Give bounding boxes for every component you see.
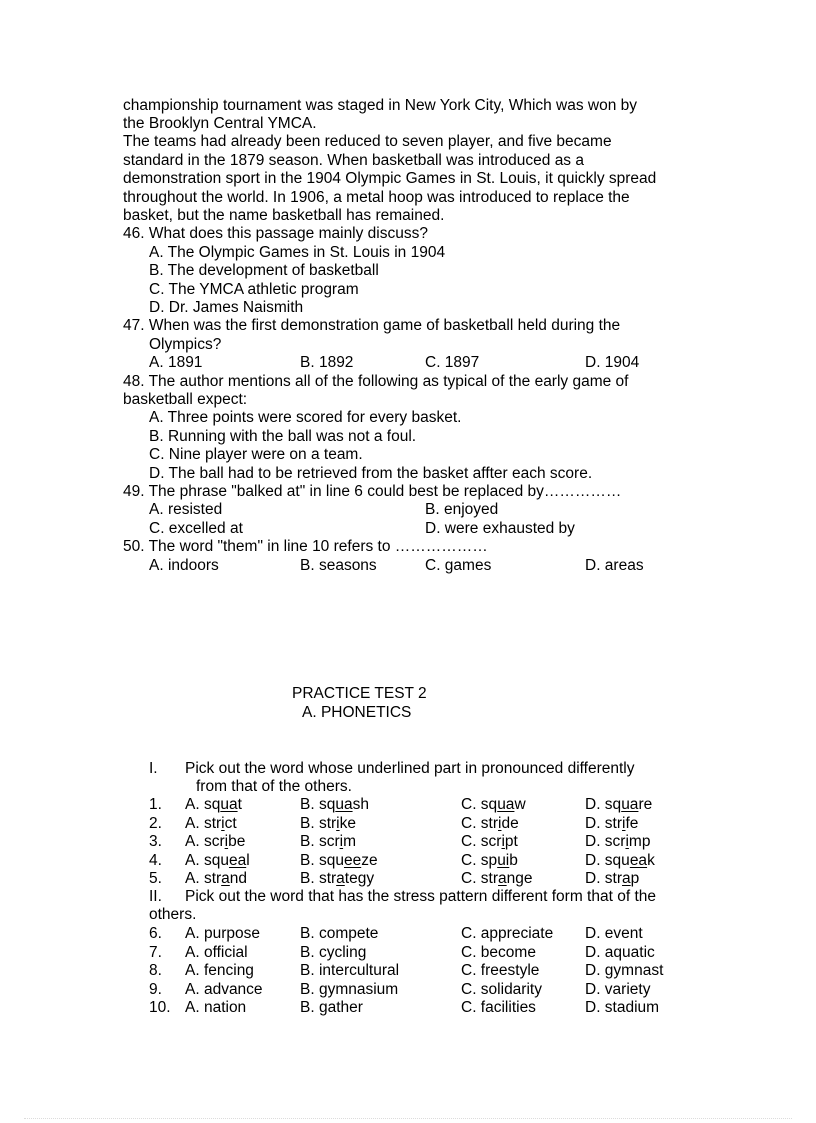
option-a: A. scribe <box>185 833 246 850</box>
passage-line: basket, but the name basketball has remained. <box>123 207 445 224</box>
option-c: C. strange <box>461 870 533 887</box>
underlined-letters: ui <box>497 851 510 869</box>
option-b: B. strike <box>300 814 356 832</box>
item-number: 4. <box>149 851 162 869</box>
option-b: B. Running with the ball was not a foul. <box>149 428 417 445</box>
option-b: B. gather <box>300 999 363 1016</box>
option-a: A. squat <box>185 796 242 813</box>
option-d: D. variety <box>585 980 651 998</box>
underlined-letters: ea <box>228 851 247 869</box>
option-d: D. event <box>585 925 643 942</box>
underlined-letters: ua <box>621 796 639 813</box>
option-b: B. strategy <box>300 870 375 887</box>
option-d: D. The ball had to be retrieved from the basket affter each score. <box>149 465 593 482</box>
option-d: D. areas <box>585 557 644 574</box>
question-stem: 50. The word "them" in line 10 refers to ……………… <box>123 538 488 555</box>
option-d: D. scrimp <box>585 833 651 850</box>
underlined-letters: i <box>224 833 229 850</box>
option-b: B. 1892 <box>300 354 354 371</box>
option-c: C. spuib <box>461 851 518 869</box>
option-b: B. squeeze <box>300 851 378 869</box>
underlined-letters: a <box>221 870 230 887</box>
item-number: 6. <box>149 925 162 942</box>
item-number: 1. <box>149 796 162 813</box>
option-d: D. Dr. James Naismith <box>149 299 304 316</box>
passage-line: throughout the world. In 1906, a metal hoop was introduced to replace the <box>123 189 630 206</box>
option-c: C. The YMCA athletic program <box>149 281 359 298</box>
option-c: C. freestyle <box>461 962 540 979</box>
question-stem: 47. When was the first demonstration game of basketball held during the <box>123 317 621 334</box>
underlined-letters: ua <box>335 796 353 813</box>
option-a: A. purpose <box>185 925 260 942</box>
option-a: A. strict <box>185 814 237 832</box>
passage-line: The teams had already been reduced to seven player, and five became <box>123 133 612 150</box>
item-number: 2. <box>149 814 162 832</box>
underlined-letters: ua <box>497 796 515 813</box>
option-d: D. gymnast <box>585 962 664 979</box>
item-number: 8. <box>149 962 162 979</box>
underlined-letters: i <box>221 814 225 832</box>
page-bottom-rule <box>24 1118 792 1119</box>
option-c: C. become <box>461 943 536 961</box>
option-c: C. facilities <box>461 999 536 1016</box>
option-a: A. squeal <box>185 851 250 869</box>
option-c: C. excelled at <box>149 520 243 537</box>
question-stem: 48. The author mentions all of the following as typical of the early game of <box>123 373 629 390</box>
option-a: A. 1891 <box>149 354 203 371</box>
underlined-letters: a <box>622 870 631 887</box>
option-a: A. strand <box>185 870 248 887</box>
option-a: A. fencing <box>185 962 254 979</box>
underlined-letters: a <box>498 870 507 887</box>
option-b: B. compete <box>300 925 379 942</box>
passage-line: demonstration sport in the 1904 Olympic Games in St. Louis, it quickly spread <box>123 170 657 187</box>
option-b: B. intercultural <box>300 962 400 979</box>
option-a: A. resisted <box>149 501 223 518</box>
option-a: A. indoors <box>149 557 219 574</box>
practice-test-title: PRACTICE TEST 2 <box>292 685 427 702</box>
option-d: D. square <box>585 796 653 813</box>
part-numeral: II. <box>149 888 162 905</box>
option-a: A. advance <box>185 980 263 998</box>
option-c: C. stride <box>461 814 519 832</box>
part-instruction: Pick out the word that has the stress pattern different form that of the <box>185 888 656 905</box>
underlined-letters: i <box>339 833 344 850</box>
underlined-letters: ee <box>343 851 362 869</box>
item-number: 7. <box>149 943 162 961</box>
option-a: A. The Olympic Games in St. Louis in 1904 <box>149 244 446 261</box>
option-d: D. 1904 <box>585 354 640 371</box>
option-c: C. squaw <box>461 796 526 813</box>
part-instruction-continued: from that of the others. <box>196 778 352 795</box>
option-d: D. aquatic <box>585 943 655 961</box>
passage-line: standard in the 1879 season. When basketball was introduced as a <box>123 152 584 169</box>
option-b: B. gymnasium <box>300 980 399 998</box>
option-a: A. official <box>185 943 248 961</box>
option-d: D. squeak <box>585 851 655 869</box>
underlined-letters: i <box>498 814 502 832</box>
option-a: A. nation <box>185 999 247 1016</box>
option-b: B. enjoyed <box>425 501 499 518</box>
option-b: B. squash <box>300 796 369 813</box>
underlined-letters: a <box>336 870 345 887</box>
question-stem: 46. What does this passage mainly discuss? <box>123 225 428 242</box>
option-c: C. script <box>461 833 518 850</box>
option-c: C. games <box>425 557 492 574</box>
question-stem-continued: basketball expect: <box>123 391 248 408</box>
option-c: C. appreciate <box>461 925 554 942</box>
option-b: B. seasons <box>300 557 377 574</box>
option-d: D. strap <box>585 870 640 887</box>
item-number: 5. <box>149 870 162 887</box>
part-instruction: Pick out the word whose underlined part in pronounced differently <box>185 760 635 777</box>
section-heading: A. PHONETICS <box>302 704 412 721</box>
option-b: B. The development of basketball <box>149 262 379 279</box>
part-instruction-continued: others. <box>149 906 197 923</box>
passage-line: the Brooklyn Central YMCA. <box>123 115 317 132</box>
item-number: 3. <box>149 833 162 850</box>
underlined-letters: i <box>501 833 505 850</box>
underlined-letters: i <box>622 814 626 832</box>
question-stem: 49. The phrase "balked at" in line 6 could best be replaced by…………… <box>123 483 622 500</box>
option-c: C. 1897 <box>425 354 480 371</box>
option-c: C. Nine player were on a team. <box>149 446 363 463</box>
underlined-letters: i <box>336 814 340 832</box>
option-d: D. strife <box>585 814 639 832</box>
option-b: B. cycling <box>300 943 367 961</box>
item-number: 10. <box>149 999 171 1016</box>
option-c: C. solidarity <box>461 980 542 998</box>
underlined-letters: ea <box>629 851 648 869</box>
underlined-letters: ua <box>220 796 238 813</box>
option-d: D. stadium <box>585 999 660 1016</box>
underlined-letters: i <box>625 833 629 850</box>
part-numeral: I. <box>149 760 158 777</box>
option-b: B. scrim <box>300 833 356 850</box>
option-a: A. Three points were scored for every basket. <box>149 409 462 426</box>
question-stem-continued: Olympics? <box>149 336 222 353</box>
option-d: D. were exhausted by <box>425 520 575 537</box>
item-number: 9. <box>149 980 162 998</box>
passage-line: championship tournament was staged in New York City, Which was won by <box>123 97 638 114</box>
